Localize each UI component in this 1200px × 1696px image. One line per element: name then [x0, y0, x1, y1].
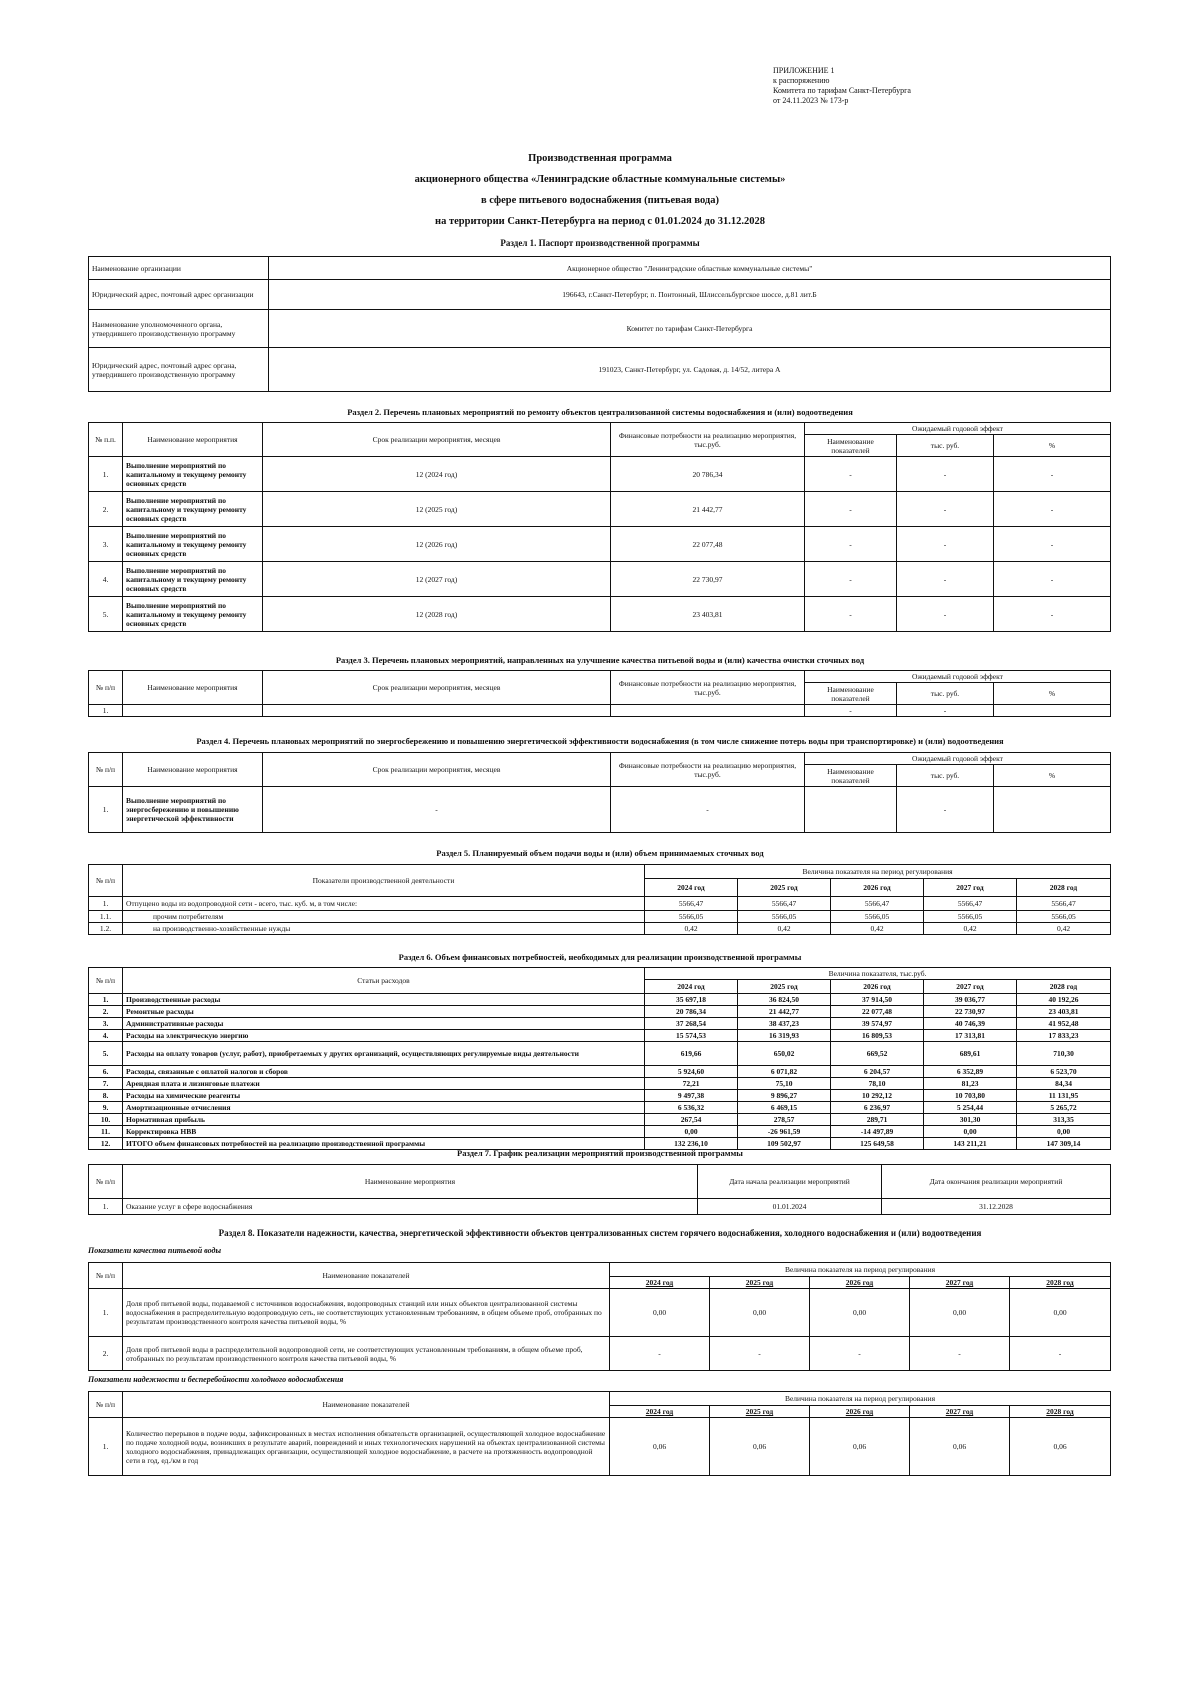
row-e3: -: [994, 457, 1111, 492]
col-year: 2026 год: [831, 980, 924, 994]
passport-label: Наименование уполномоченного органа, утвердившего производственную программу: [89, 310, 269, 348]
row-name: прочим потребителям: [123, 911, 645, 923]
col-ind: Наименование показателей: [805, 435, 897, 457]
cell: -: [610, 1337, 710, 1371]
row-num: 1.: [89, 897, 123, 911]
row-num: 3.: [89, 1018, 123, 1030]
cell: 5566,47: [645, 897, 738, 911]
col-year: 2026 год: [810, 1277, 910, 1289]
row-num: 2.: [89, 1006, 123, 1018]
col-name: Наименование мероприятия: [123, 671, 263, 705]
col-pct: %: [994, 435, 1111, 457]
row-e2: -: [897, 457, 994, 492]
col-year: 2025 год: [738, 980, 831, 994]
section5-title: Раздел 5. Планируемый объем подачи воды и (или) объем принимаемых сточных вод: [436, 848, 764, 858]
passport-value: Акционерное общество "Ленинградские областные коммунальные системы": [269, 257, 1111, 280]
row-term: 12 (2027 год): [263, 562, 611, 597]
col-year: 2027 год: [910, 1277, 1010, 1289]
cell: 5566,05: [831, 911, 924, 923]
row-term: [263, 705, 611, 717]
col-year: 2026 год: [810, 1406, 910, 1418]
cell: -26 961,59: [738, 1126, 831, 1138]
cell: 16 809,53: [831, 1030, 924, 1042]
row-num: 1.: [89, 1289, 123, 1337]
row-name: Расходы на химические реагенты: [123, 1090, 645, 1102]
row-e1: [805, 787, 897, 833]
cell: 6 469,15: [738, 1102, 831, 1114]
col-num: № п/п: [89, 1263, 123, 1289]
cell: 72,21: [645, 1078, 738, 1090]
row-num: 8.: [89, 1090, 123, 1102]
cell: 38 437,23: [738, 1018, 831, 1030]
passport-label: Юридический адрес, почтовый адрес органа, утвердившего производственную программу: [89, 348, 269, 392]
col-name: Наименование мероприятия: [123, 1165, 698, 1199]
cell: 669,52: [831, 1042, 924, 1066]
row-num: 4.: [89, 1030, 123, 1042]
title-line2: акционерного общества «Ленинградские областные коммунальные системы»: [414, 174, 786, 185]
row-name: Расходы на оплату товаров (услуг, работ), приобретаемых у других организаций, осуществляющих регулируемые виды деятельности: [123, 1042, 645, 1066]
cell: 0,42: [645, 923, 738, 935]
row-name: Расходы на электрическую энергию: [123, 1030, 645, 1042]
row-name: Выполнение мероприятий по энергосбережению и повышению энергетической эффективности: [123, 787, 263, 833]
cell: 0,00: [924, 1126, 1017, 1138]
col-thous: тыс. руб.: [897, 435, 994, 457]
col-name: Наименование показателей: [123, 1263, 610, 1289]
row-fin: -: [611, 787, 805, 833]
col-term: Срок реализации мероприятия, месяцев: [263, 753, 611, 787]
repair-table: [88, 422, 1111, 632]
row-e1: -: [805, 527, 897, 562]
cell: 75,10: [738, 1078, 831, 1090]
row-num: 9.: [89, 1102, 123, 1114]
col-start: Дата начала реализации мероприятий: [698, 1165, 882, 1199]
cell: -: [710, 1337, 810, 1371]
col-year: 2028 год: [1017, 980, 1111, 994]
row-name: [123, 705, 263, 717]
row-name: Выполнение мероприятий по капитальному и текущему ремонту основных средств: [123, 457, 263, 492]
cell: 0,06: [710, 1418, 810, 1476]
cell: 147 309,14: [1017, 1138, 1111, 1150]
cell: 39 036,77: [924, 994, 1017, 1006]
row-num: 11.: [89, 1126, 123, 1138]
col-fin: Финансовые потребности на реализацию мероприятия, тыс.руб.: [611, 753, 805, 787]
col-fin: Финансовые потребности на реализацию мероприятия, тыс.руб.: [611, 423, 805, 457]
cell: 5 924,60: [645, 1066, 738, 1078]
col-end: Дата окончания реализации мероприятий: [882, 1165, 1111, 1199]
row-fin: 22 077,48: [611, 527, 805, 562]
row-e3: -: [994, 527, 1111, 562]
cell: 143 211,21: [924, 1138, 1017, 1150]
row-num: 5.: [89, 1042, 123, 1066]
col-pct: %: [994, 683, 1111, 705]
row-num: 10.: [89, 1114, 123, 1126]
cell: 6 523,70: [1017, 1066, 1111, 1078]
col-year: 2025 год: [710, 1406, 810, 1418]
col-name: Статьи расходов: [123, 968, 645, 994]
col-year: 2026 год: [831, 879, 924, 897]
cell: 0,06: [810, 1418, 910, 1476]
row-name: Расходы, связанные с оплатой налогов и сборов: [123, 1066, 645, 1078]
row-name: на производственно-хозяйственные нужды: [123, 923, 645, 935]
row-e1: -: [805, 597, 897, 632]
cell: 23 403,81: [1017, 1006, 1111, 1018]
col-pct: %: [994, 765, 1111, 787]
col-year: 2024 год: [645, 980, 738, 994]
quality-indicators-table: [88, 1262, 1111, 1371]
section3-title: Раздел 3. Перечень плановых мероприятий, направленных на улучшение качества питьевой воды и (или) качества очистки сточных вод: [335, 655, 865, 665]
cell: 6 536,32: [645, 1102, 738, 1114]
col-year: 2024 год: [610, 1277, 710, 1289]
col-num: № п.п.: [89, 423, 123, 457]
cell: 650,02: [738, 1042, 831, 1066]
col-num: № п/п: [89, 1165, 123, 1199]
cell: 11 131,95: [1017, 1090, 1111, 1102]
cell: 0,00: [710, 1289, 810, 1337]
row-e1: -: [805, 457, 897, 492]
cell: 6 236,97: [831, 1102, 924, 1114]
row-name: Отпущено воды из водопроводной сети - всего, тыс. куб. м, в том числе:: [123, 897, 645, 911]
cell: 0,00: [645, 1126, 738, 1138]
cell: 16 319,93: [738, 1030, 831, 1042]
cell: 41 952,48: [1017, 1018, 1111, 1030]
cell: 0,00: [1017, 1126, 1111, 1138]
col-num: № п/п: [89, 865, 123, 897]
cell: 109 502,97: [738, 1138, 831, 1150]
cell: 313,35: [1017, 1114, 1111, 1126]
passport-value: 191023, Санкт-Петербург, ул. Садовая, д. 14/52, литера А: [269, 348, 1111, 392]
row-num: 1.: [89, 457, 123, 492]
cell: 301,30: [924, 1114, 1017, 1126]
cell: 267,54: [645, 1114, 738, 1126]
cell: 0,06: [610, 1418, 710, 1476]
col-year: 2027 год: [910, 1406, 1010, 1418]
cell: 20 786,34: [645, 1006, 738, 1018]
section1-title: Раздел 1. Паспорт производственной программы: [500, 238, 700, 248]
row-name: Корректировка НВВ: [123, 1126, 645, 1138]
col-name: Показатели производственной деятельности: [123, 865, 645, 897]
row-num: 1.: [89, 1199, 123, 1215]
cell: 35 697,18: [645, 994, 738, 1006]
cell: 5566,05: [738, 911, 831, 923]
row-name: Административные расходы: [123, 1018, 645, 1030]
cell: 15 574,53: [645, 1030, 738, 1042]
row-num: 1.1.: [89, 911, 123, 923]
section7-title: Раздел 7. График реализации мероприятий производственной программы: [457, 1148, 743, 1158]
cell: 5566,47: [738, 897, 831, 911]
cell: 710,30: [1017, 1042, 1111, 1066]
cell: 5566,05: [645, 911, 738, 923]
row-name: Оказание услуг в сфере водоснабжения: [123, 1199, 698, 1215]
finance-table: [88, 967, 1111, 1150]
row-num: 5.: [89, 597, 123, 632]
cell: 39 574,97: [831, 1018, 924, 1030]
appendix-line2: к распоряжению: [773, 76, 830, 85]
schedule-table: [88, 1164, 1111, 1215]
cell: 5566,47: [924, 897, 1017, 911]
cell: 125 649,58: [831, 1138, 924, 1150]
row-num: 6.: [89, 1066, 123, 1078]
row-name: Доля проб питьевой воды, подаваемой с источников водоснабжения, водопроводных станций или иных объектов централизованной системы водоснабжения в распределительную водопроводную сеть, не соответствующих установленным требованиям, в общем объеме проб, отобранных по результатам производственного контроля качества питьевой воды, %: [123, 1289, 610, 1337]
passport-table: [88, 256, 1111, 392]
col-name: Наименование мероприятия: [123, 753, 263, 787]
col-year: 2028 год: [1010, 1277, 1111, 1289]
row-name: Ремонтные расходы: [123, 1006, 645, 1018]
cell: 78,10: [831, 1078, 924, 1090]
cell: 9 896,27: [738, 1090, 831, 1102]
row-e3: -: [994, 597, 1111, 632]
col-effect: Ожидаемый годовой эффект: [805, 753, 1111, 765]
col-values: Величина показателя на период регулирования: [645, 865, 1111, 879]
col-num: № п/п: [89, 968, 123, 994]
row-start: 01.01.2024: [698, 1199, 882, 1215]
cell: 37 914,50: [831, 994, 924, 1006]
cell: -: [1010, 1337, 1111, 1371]
row-name: Выполнение мероприятий по капитальному и текущему ремонту основных средств: [123, 562, 263, 597]
col-fin: Финансовые потребности на реализацию мероприятия, тыс.руб.: [611, 671, 805, 705]
row-name: Амортизационные отчисления: [123, 1102, 645, 1114]
col-name: Наименование показателей: [123, 1392, 610, 1418]
row-name: Выполнение мероприятий по капитальному и текущему ремонту основных средств: [123, 527, 263, 562]
col-year: 2028 год: [1017, 879, 1111, 897]
col-ind: Наименование показателей: [805, 765, 897, 787]
cell: -: [910, 1337, 1010, 1371]
row-e1: -: [805, 562, 897, 597]
row-num: 7.: [89, 1078, 123, 1090]
row-term: 12 (2024 год): [263, 457, 611, 492]
quality-table: [88, 670, 1111, 717]
s8-subtitle-reliability: Показатели надежности и бесперебойности холодного водоснабжения: [88, 1375, 344, 1384]
row-e2: -: [897, 787, 994, 833]
row-num: 4.: [89, 562, 123, 597]
col-ind: Наименование показателей: [805, 683, 897, 705]
cell: 0,00: [1010, 1289, 1111, 1337]
row-num: 1.: [89, 1418, 123, 1476]
row-fin: 21 442,77: [611, 492, 805, 527]
cell: 40 746,39: [924, 1018, 1017, 1030]
cell: 132 236,10: [645, 1138, 738, 1150]
col-num: № п/п: [89, 671, 123, 705]
section8-title: Раздел 8. Показатели надежности, качества, энергетической эффективности объектов централизованных систем горячего водоснабжения, холодного водоснабжения и (или) водоотведения: [218, 1228, 982, 1238]
cell: 22 730,97: [924, 1006, 1017, 1018]
passport-label: Наименование организации: [89, 257, 269, 280]
cell: 10 703,80: [924, 1090, 1017, 1102]
row-fin: 23 403,81: [611, 597, 805, 632]
col-term: Срок реализации мероприятия, месяцев: [263, 671, 611, 705]
row-term: 12 (2028 год): [263, 597, 611, 632]
passport-value: Комитет по тарифам Санкт-Петербурга: [269, 310, 1111, 348]
cell: 81,23: [924, 1078, 1017, 1090]
row-e2: -: [897, 492, 994, 527]
cell: 5 254,44: [924, 1102, 1017, 1114]
cell: 5566,47: [1017, 897, 1111, 911]
cell: 5566,05: [1017, 911, 1111, 923]
s8-subtitle-quality: Показатели качества питьевой воды: [88, 1246, 222, 1255]
row-num: 1.: [89, 994, 123, 1006]
row-name: Выполнение мероприятий по капитальному и текущему ремонту основных средств: [123, 597, 263, 632]
col-effect: Ожидаемый годовой эффект: [805, 423, 1111, 435]
cell: 17 313,81: [924, 1030, 1017, 1042]
energy-table: [88, 752, 1111, 833]
cell: 22 077,48: [831, 1006, 924, 1018]
cell: 0,06: [910, 1418, 1010, 1476]
cell: 0,42: [738, 923, 831, 935]
row-e3: [994, 787, 1111, 833]
cell: 10 292,12: [831, 1090, 924, 1102]
appendix-line3: Комитета по тарифам Санкт-Петербурга: [773, 86, 911, 95]
row-name: Количество перерывов в подаче воды, зафиксированных в местах исполнения обязательств организацией, осуществляющей холодное водоснабжение по подаче холодной воды, возникших в результате аварий, повреждений и иных технологических нарушений на объектах централизованной системы холодного водоснабжения, принадлежащих организации, осуществляющей холодное водоснабжение, в расчете на протяженность водопроводной сети в год, ед./км в год: [123, 1418, 610, 1476]
title-line4: на территории Санкт-Петербурга на период с 01.01.2024 до 31.12.2028: [435, 216, 765, 227]
appendix-note: [773, 66, 911, 106]
col-year: 2024 год: [645, 879, 738, 897]
row-e2: -: [897, 527, 994, 562]
col-term: Срок реализации мероприятия, месяцев: [263, 423, 611, 457]
cell: 0,00: [810, 1289, 910, 1337]
cell: 9 497,38: [645, 1090, 738, 1102]
cell: 0,00: [910, 1289, 1010, 1337]
cell: 0,06: [1010, 1418, 1111, 1476]
title-line3: в сфере питьевого водоснабжения (питьевая вода): [481, 195, 719, 206]
cell: -14 497,89: [831, 1126, 924, 1138]
row-term: 12 (2026 год): [263, 527, 611, 562]
col-name: Наименование мероприятия: [123, 423, 263, 457]
cell: 37 268,54: [645, 1018, 738, 1030]
col-values: Величина показателя на период регулирования: [610, 1392, 1111, 1406]
volume-table: [88, 864, 1111, 935]
cell: 36 824,50: [738, 994, 831, 1006]
row-name: ИТОГО объем финансовых потребностей на реализацию производственной программы: [123, 1138, 645, 1150]
section6-title: Раздел 6. Объем финансовых потребностей, необходимых для реализации производственной программы: [398, 952, 802, 962]
section4-title: Раздел 4. Перечень плановых мероприятий по энергосбережению и повышению энергетической эффективности водоснабжения (в том числе снижение потерь воды при транспортировке) и (или) водоотведения: [196, 736, 1004, 746]
row-num: 1.2.: [89, 923, 123, 935]
cell: 0,42: [924, 923, 1017, 935]
row-fin: [611, 705, 805, 717]
row-e1: -: [805, 492, 897, 527]
cell: 40 192,26: [1017, 994, 1111, 1006]
row-num: 1.: [89, 705, 123, 717]
col-effect: Ожидаемый годовой эффект: [805, 671, 1111, 683]
row-name: Доля проб питьевой воды в распределительной водопроводной сети, не соответствующих установленным требованиям, в общем объеме проб, отобранных по результатам производственного контроля качества питьевой воды, %: [123, 1337, 610, 1371]
cell: 84,34: [1017, 1078, 1111, 1090]
title-line1: Производственная программа: [528, 153, 672, 164]
row-term: -: [263, 787, 611, 833]
col-thous: тыс. руб.: [897, 683, 994, 705]
row-num: 12.: [89, 1138, 123, 1150]
appendix-line1: ПРИЛОЖЕНИЕ 1: [773, 66, 835, 75]
passport-value: 196643, г.Санкт-Петербург, п. Понтонный, Шлиссельбургское шоссе, д.81 лит.Б: [269, 280, 1111, 310]
cell: 0,42: [1017, 923, 1111, 935]
row-end: 31.12.2028: [882, 1199, 1111, 1215]
col-year: 2025 год: [738, 879, 831, 897]
row-term: 12 (2025 год): [263, 492, 611, 527]
col-values: Величина показателя, тыс.руб.: [645, 968, 1111, 980]
row-name: Производственные расходы: [123, 994, 645, 1006]
cell: 5 265,72: [1017, 1102, 1111, 1114]
row-num: 3.: [89, 527, 123, 562]
row-num: 1.: [89, 787, 123, 833]
row-e3: [994, 705, 1111, 717]
appendix-line4: от 24.11.2023 № 173-р: [773, 96, 849, 105]
cell: 6 204,57: [831, 1066, 924, 1078]
row-e2: -: [897, 597, 994, 632]
row-e2: -: [897, 705, 994, 717]
cell: 17 833,23: [1017, 1030, 1111, 1042]
col-year: 2027 год: [924, 980, 1017, 994]
row-fin: 22 730,97: [611, 562, 805, 597]
row-name: Арендная плата и лизинговые платежи: [123, 1078, 645, 1090]
cell: 289,71: [831, 1114, 924, 1126]
cell: 619,66: [645, 1042, 738, 1066]
col-year: 2028 год: [1010, 1406, 1111, 1418]
reliability-table: [88, 1391, 1111, 1476]
cell: 6 352,89: [924, 1066, 1017, 1078]
passport-label: Юридический адрес, почтовый адрес организации: [89, 280, 269, 310]
col-values: Величина показателя на период регулирования: [610, 1263, 1111, 1277]
col-year: 2027 год: [924, 879, 1017, 897]
col-year: 2025 год: [710, 1277, 810, 1289]
cell: 0,00: [610, 1289, 710, 1337]
col-thous: тыс. руб.: [897, 765, 994, 787]
col-num: № п/п: [89, 753, 123, 787]
row-num: 2.: [89, 492, 123, 527]
section2-title: Раздел 2. Перечень плановых мероприятий по ремонту объектов централизованной системы водоснабжения и (или) водоотведения: [347, 407, 853, 417]
cell: 21 442,77: [738, 1006, 831, 1018]
col-num: № п/п: [89, 1392, 123, 1418]
row-fin: 20 786,34: [611, 457, 805, 492]
row-name: Выполнение мероприятий по капитальному и текущему ремонту основных средств: [123, 492, 263, 527]
col-year: 2024 год: [610, 1406, 710, 1418]
cell: -: [810, 1337, 910, 1371]
cell: 689,61: [924, 1042, 1017, 1066]
cell: 0,42: [831, 923, 924, 935]
row-e3: -: [994, 562, 1111, 597]
cell: 5566,05: [924, 911, 1017, 923]
cell: 5566,47: [831, 897, 924, 911]
row-name: Нормативная прибыль: [123, 1114, 645, 1126]
row-e3: -: [994, 492, 1111, 527]
row-e1: -: [805, 705, 897, 717]
row-e2: -: [897, 562, 994, 597]
cell: 278,57: [738, 1114, 831, 1126]
row-num: 2.: [89, 1337, 123, 1371]
cell: 6 071,82: [738, 1066, 831, 1078]
